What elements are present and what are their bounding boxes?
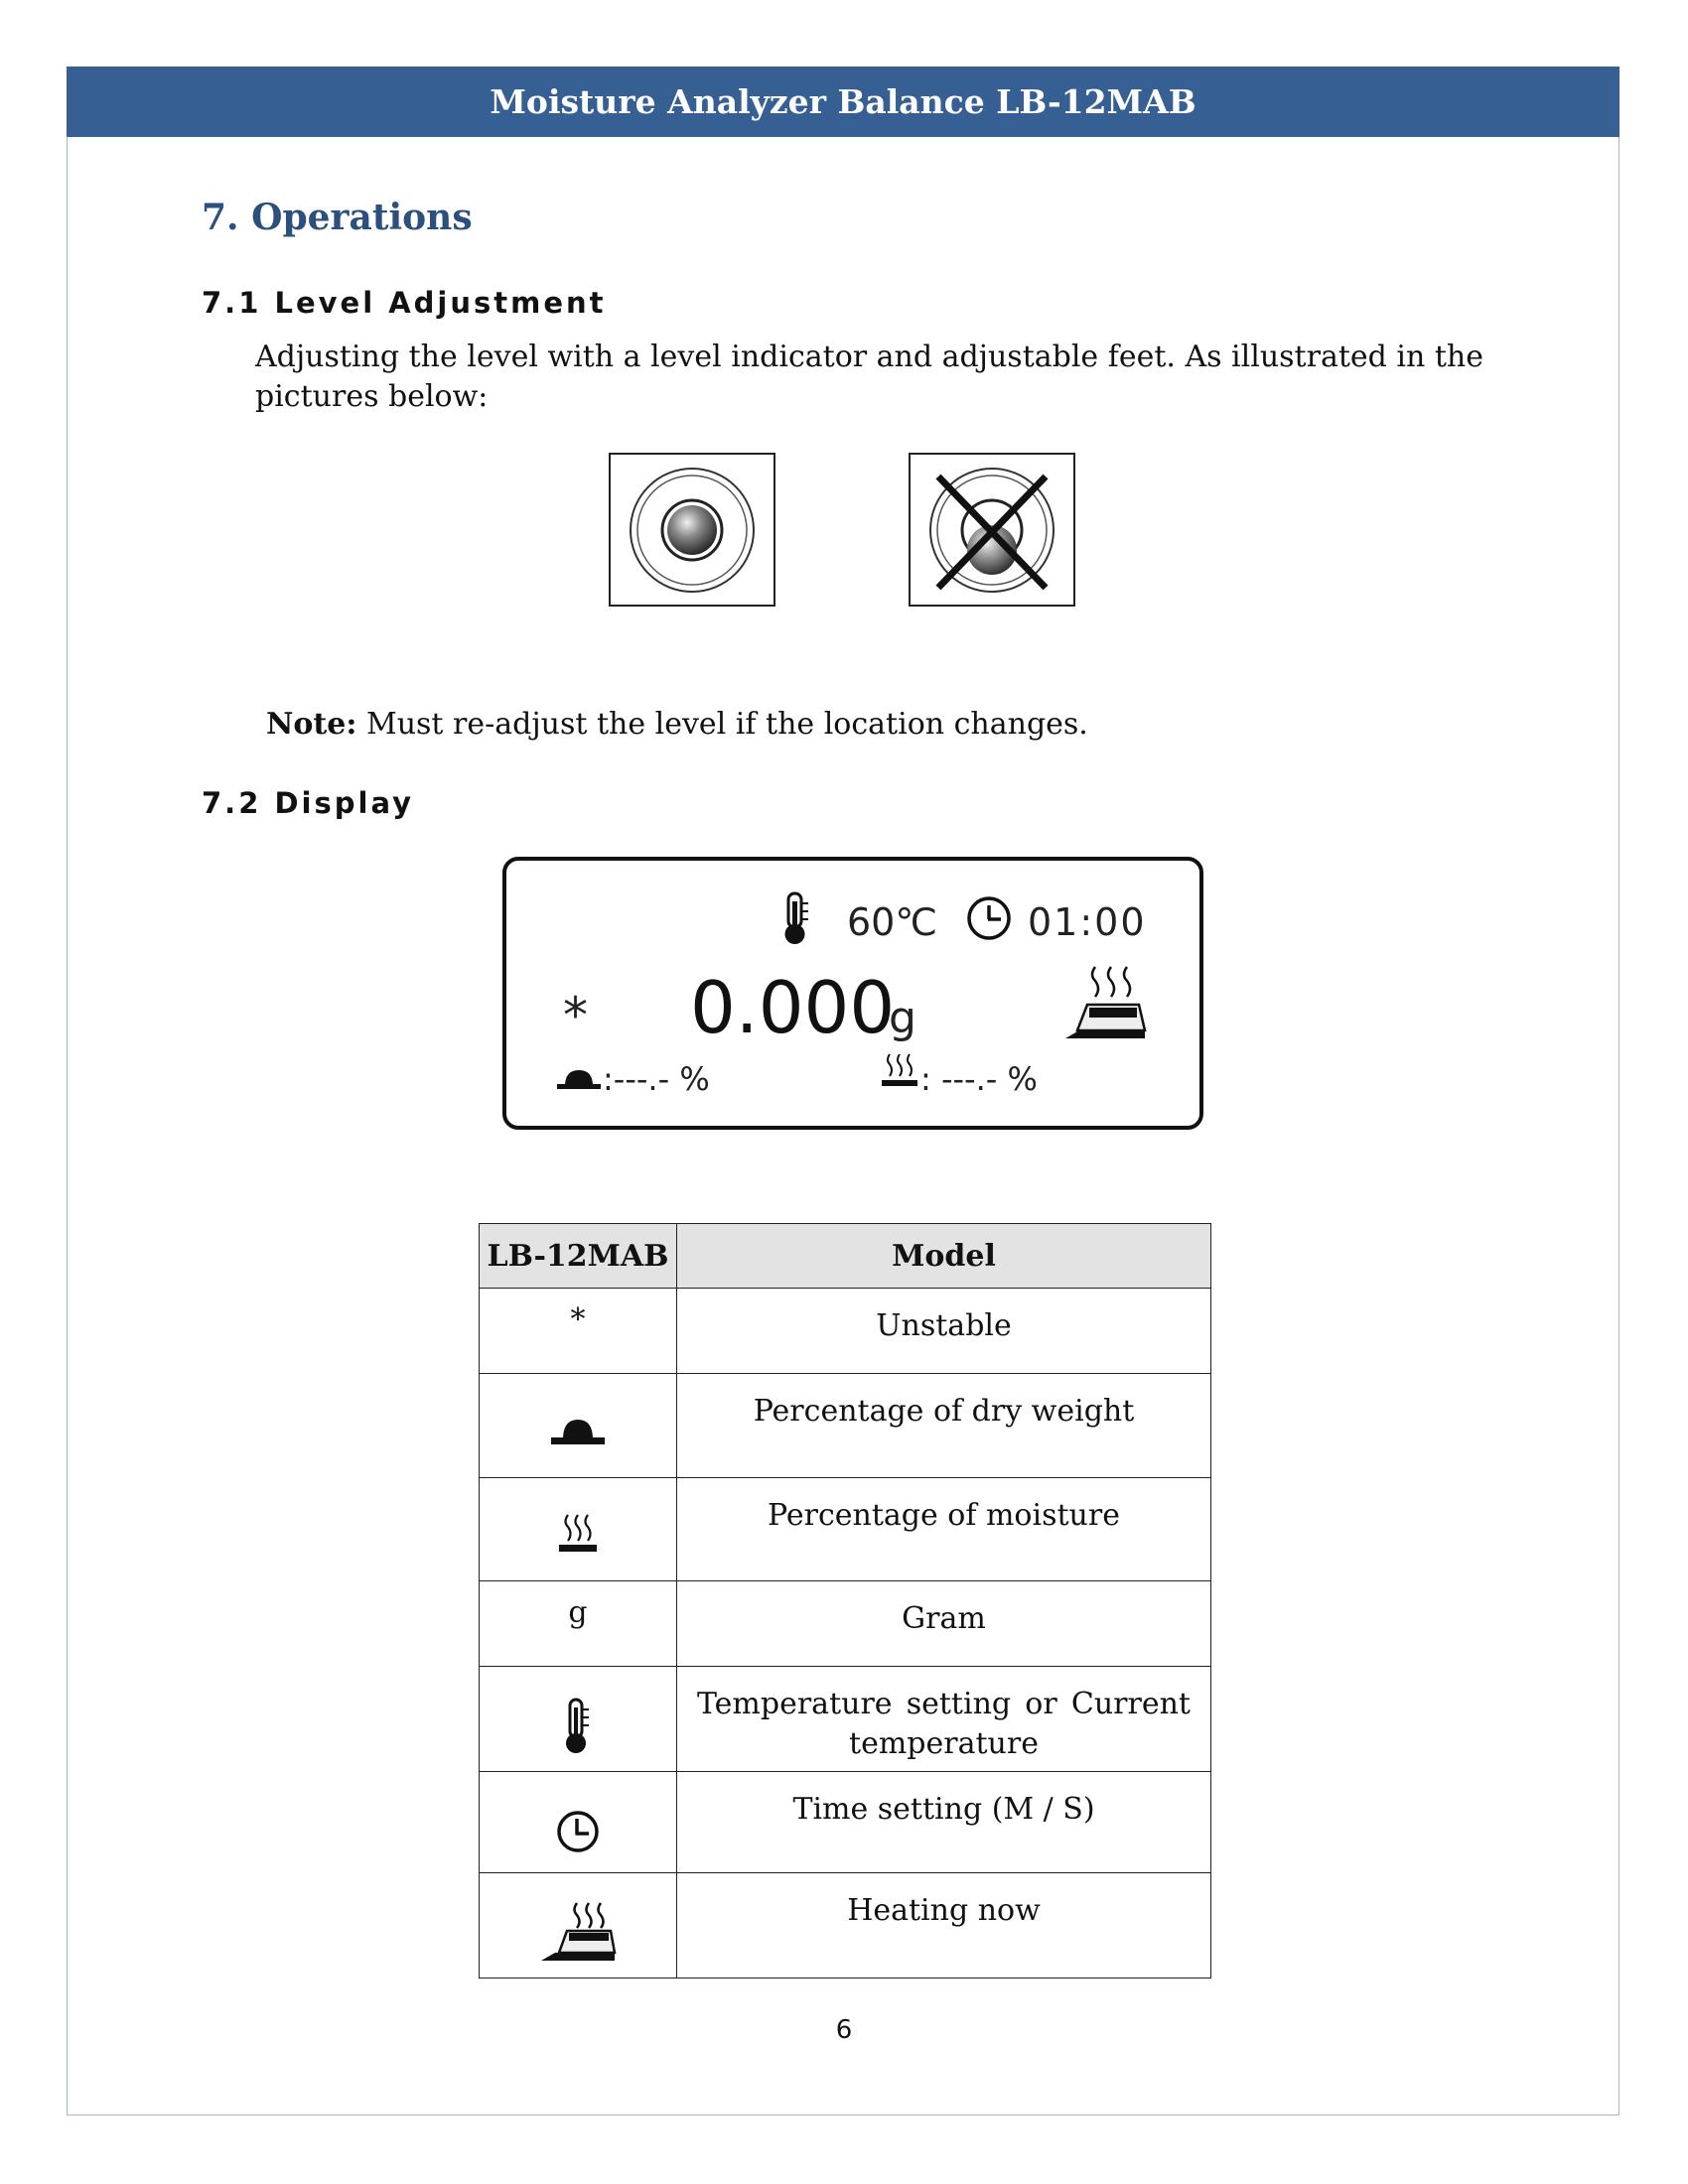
document-header bbox=[67, 67, 1619, 137]
lcd-weight: 0.000 bbox=[690, 966, 896, 1049]
level-note bbox=[266, 707, 1088, 742]
table-row bbox=[480, 1374, 1211, 1478]
section-title: 7. Operations bbox=[202, 197, 473, 238]
description-cell: Temperature setting or Current temperature bbox=[677, 1667, 1211, 1772]
column-header-model: Model bbox=[677, 1224, 1211, 1289]
lcd-time: 01:00 bbox=[1028, 900, 1147, 944]
lcd-moisture-readout: : ---.- % bbox=[920, 1060, 1038, 1098]
symbol-cell bbox=[480, 1374, 677, 1478]
description-cell: Percentage of moisture bbox=[677, 1478, 1211, 1581]
page-number: 6 bbox=[835, 2015, 853, 2045]
level-adjustment-heading: 7.1 Level Adjustment bbox=[202, 286, 607, 320]
symbol-cell bbox=[480, 1478, 677, 1581]
column-header-model-code: LB-12MAB bbox=[480, 1224, 677, 1289]
description-cell: Gram bbox=[677, 1581, 1211, 1667]
description-cell: Percentage of dry weight bbox=[677, 1374, 1211, 1478]
level-bubble-centered-icon bbox=[611, 455, 774, 605]
display-heading: 7.2 Display bbox=[202, 786, 415, 820]
table-header-row bbox=[480, 1224, 1211, 1289]
thermometer-icon bbox=[558, 1696, 598, 1757]
header-title: Moisture Analyzer Balance LB-12MAB bbox=[490, 82, 1196, 121]
table-row bbox=[480, 1667, 1211, 1772]
level-correct-image bbox=[609, 453, 775, 607]
lcd-temperature: 60℃ bbox=[847, 900, 938, 944]
table-row bbox=[480, 1873, 1211, 1979]
description-cell: Heating now bbox=[677, 1873, 1211, 1979]
symbol-cell bbox=[480, 1667, 677, 1772]
table-row bbox=[480, 1478, 1211, 1581]
symbol-cell: g bbox=[480, 1581, 677, 1667]
description-cell: Time setting (M / S) bbox=[677, 1772, 1211, 1873]
level-incorrect-image bbox=[909, 453, 1075, 607]
lcd-unit: g bbox=[889, 993, 916, 1043]
heating-icon bbox=[535, 1899, 621, 1963]
moisture-icon bbox=[553, 1509, 603, 1559]
clock-icon bbox=[553, 1807, 603, 1856]
level-bubble-offset-icon bbox=[911, 455, 1073, 605]
table-row bbox=[480, 1772, 1211, 1873]
lcd-dry-readout: :---.- % bbox=[603, 1060, 710, 1098]
note-text: Must re-adjust the level if the location changes. bbox=[356, 707, 1088, 742]
dry-weight-icon bbox=[543, 1412, 613, 1451]
symbol-cell bbox=[480, 1772, 677, 1873]
description-cell: Unstable bbox=[677, 1289, 1211, 1374]
symbol-cell bbox=[480, 1873, 677, 1979]
lcd-unstable-indicator: * bbox=[563, 987, 588, 1044]
display-legend-table bbox=[479, 1223, 1211, 1979]
symbol-cell: * bbox=[480, 1289, 677, 1374]
table-row bbox=[480, 1581, 1211, 1667]
lcd-display bbox=[501, 856, 1204, 1131]
level-adjustment-text: Adjusting the level with a level indicator and adjustable feet. As illustrated in the pictures below: bbox=[255, 340, 1483, 414]
note-label: Note: bbox=[266, 707, 357, 742]
table-row bbox=[480, 1289, 1211, 1374]
